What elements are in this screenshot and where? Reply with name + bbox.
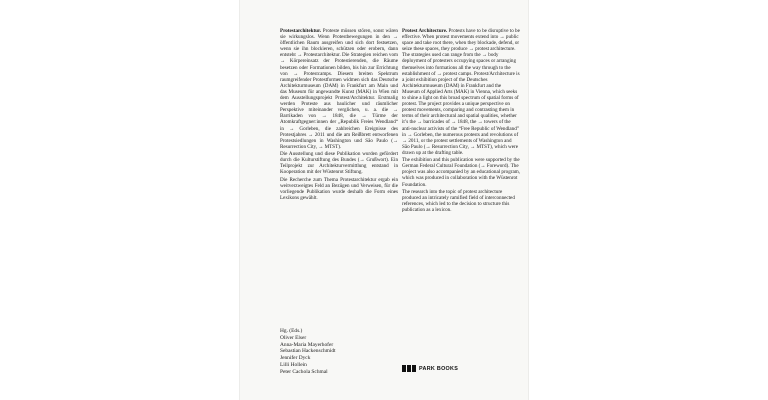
german-heading: Protestarchitektur. xyxy=(280,28,322,34)
book-back-cover xyxy=(240,0,528,400)
english-heading: Protest Architecture. xyxy=(402,28,448,34)
english-text-column xyxy=(402,28,520,214)
english-paragraph-3: The research into the topic of protest architecture produced an intricately ramified field of interconnected references, which led to the decision to structure this publication as a lexicon. xyxy=(402,188,515,214)
german-paragraph-2: Die Ausstellung und diese Publikation wurden gefördert durch die Kulturstiftung des Bundes (→ Grußwort). Ein Teilprojekt zur Architekturvermittlung entstand in Kooperation mit der Wüstenrot Stiftung. xyxy=(280,151,398,176)
editor-name: Lilli Hollein xyxy=(280,361,307,368)
editor-name: Oliver Elser xyxy=(280,334,307,341)
editor-name: Sebastian Hackenschmidt xyxy=(280,348,336,355)
editor-name: Jennifer Dyck xyxy=(280,355,311,362)
german-paragraph-3: Die Recherche zum Thema Protestarchitektur ergab ein weitverzweigtes Feld an Bezügen und Verweisen, für die vorliegende Publikation wurde deshalb die Form eines Lexikons gewählt. xyxy=(280,176,398,201)
german-paragraph-1 xyxy=(280,28,398,150)
publisher-logo xyxy=(402,365,458,372)
german-body-1: Proteste müssen stören, sonst wären sie wirkungslos. Wenn Protestbewegungen in den → öffentlichen Raum ausgreifen und sich dort festsetzen, wenn sie ihn blockieren, schützen oder erobern, dann entsteht → Protestarchitektur. Die Strategien reichen vom → Körpereinsatz der Protestierenden, die Räume besetzen oder Formationen bilden, bis hin zur Errichtung von → Protestcamps. Diesem breiten Spektrum raumgreifender Protestformen widmen sich das Deutsche Architekturmuseum (DAM) in Frankfurt am Main und das Museum für angewandte Kunst (MAK) in Wien mit dem Ausstellungsprojekt Protest/Architektur. Erstmalig werden Proteste aus baulicher und räumlicher Perspektive miteinander verglichen, u. a. die → Barrikaden von → 1848, die → Türme der Atomkraftgegner:innen der „Republik Freies Wendland“ in → Gorleben, die zahlreichen Ereignisse des Protestjahres → 2011 und die am Reißbrett entworfenen Protestsiedlungen in Washington und São Paulo (→ Resurrection City, → MTST). xyxy=(280,28,398,150)
publisher-name: PARK BOOKS xyxy=(419,365,459,372)
editor-name: Anna-Maria Mayerhofer xyxy=(280,341,334,348)
german-text-column xyxy=(280,28,398,202)
english-paragraph-2: The exhibition and this publication were supported by the German Federal Cultural Foundation (→ Foreword). The project was also accompanied by an educational program, which was produced in collaboration with the Wüstenrot Foundation. xyxy=(402,157,520,188)
english-body-1: Protests have to be disruptive to be effective. When protest movements extend into → public space and take root there, when they blockade, defend, or seize these spaces, they produce → protest architecture. The strategies used can range from the → body deployment of protesters occupying spaces or arranging themselves into formations all the way through to the establishment of → protest camps. Protest/Architecture is a joint exhibition project of the Deutsches Architekturmuseum (DAM) in Frankfurt and the Museum of Applied Arts (MAK) in Vienna, which seeks to shine a light on this broad spectrum of spatial forms of protest. The project provides a unique perspective on protest movements, comparing and contrasting them in terms of their architectural and spatial qualities, whether it’s the → barricades of → 1848, the → towers of the anti-nuclear activists of the “Free Republic of Wendland” in → Gorleben, the numerous protests and revolutions of → 2011, or the protest settlements of Washington and São Paulo (→ Resurrection City, → MTST), which were drawn up at the drafting table. xyxy=(402,28,520,156)
park-books-logo-icon xyxy=(402,365,416,372)
editors-credits xyxy=(280,328,336,376)
editors-label: Hg. (Eds.) xyxy=(280,328,303,334)
english-paragraph-1 xyxy=(402,28,520,156)
editor-name: Peter Cachola Schmal xyxy=(280,368,328,375)
